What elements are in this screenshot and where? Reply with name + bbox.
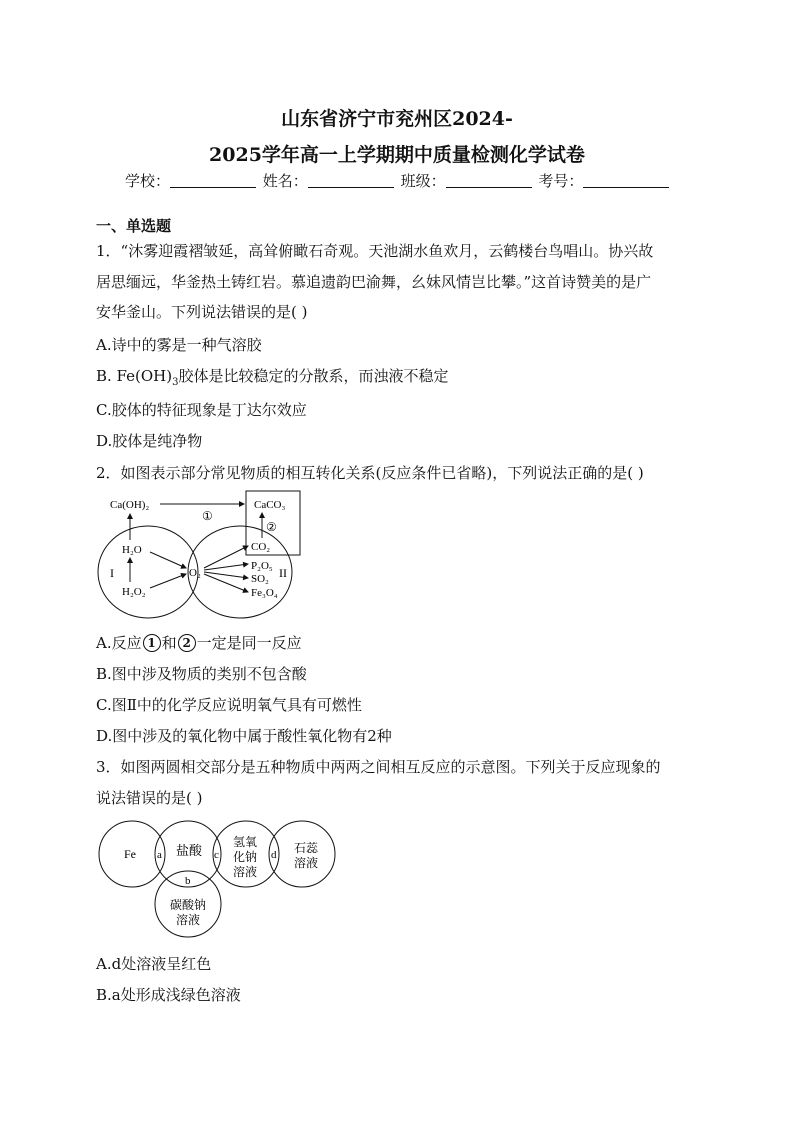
h2o-label: H₂O (122, 544, 142, 556)
q2-option-c: C.图Ⅱ中的化学反应说明氧气具有可燃性 (96, 696, 362, 714)
q1-option-c: C.胶体的特征现象是丁达尔效应 (96, 401, 307, 419)
q3-option-b: B.a处形成浅绿色溶液 (96, 986, 241, 1004)
q1-option-a: A.诗中的雾是一种气溶胶 (96, 336, 262, 354)
caco3-label: CaCO₃ (254, 499, 286, 511)
q1-stem-line3: 安华釜山。下列说法错误的是( ) (96, 303, 308, 321)
point-a-label: a (157, 849, 162, 861)
fe-label: Fe (124, 847, 136, 861)
page-title-line1: 山东省济宁市兖州区2024- (281, 108, 513, 130)
region-2-label: II (279, 566, 287, 580)
class-label: 班级： (400, 172, 446, 190)
name-label: 姓名： (262, 172, 308, 190)
o2-label: O₂ (189, 567, 201, 579)
naoh-label-2: 化钠 (233, 850, 258, 864)
q3-stem-line1: 3．如图两圆相交部分是五种物质中两两之间相互反应的示意图。下列关于反应现象的 (96, 758, 661, 776)
reaction-2-mark: ② (266, 520, 277, 534)
q1-option-b-subscript: 3 (172, 377, 179, 388)
q2-option-d: D.图中涉及的氧化物中属于酸性氧化物有2种 (96, 727, 392, 745)
q1-stem-line1: 1．“沐雾迎霞褶皱延，高耸俯瞰石奇观。天池湖水鱼欢月，云鹤楼台鸟唱山。协兴故 (96, 242, 654, 260)
q2-transformation-diagram (94, 488, 310, 620)
caoh2-label: Ca(OH)₂ (110, 499, 150, 511)
hcl-label: 盐酸 (176, 843, 203, 858)
q3-option-a: A.d处溶液呈红色 (96, 955, 212, 973)
school-label: 学校： (125, 172, 171, 190)
q2-option-a-circle1: 1 (143, 634, 161, 652)
naoh-label-1: 氢氧 (233, 835, 258, 849)
q1-stem-line2: 居思缅远，华釜热土铸红岩。慕追遗韵巴渝舞，幺妹风情岂比攀。”这首诗赞美的是广 (96, 273, 652, 291)
q2-option-a (96, 632, 302, 653)
p2o5-label: P₂O₅ (251, 560, 273, 572)
co2-label: CO₂ (251, 541, 271, 553)
point-b-label: b (185, 875, 191, 887)
point-c-label: c (214, 849, 219, 861)
region-two-circle (188, 526, 292, 618)
school-blank (170, 173, 256, 188)
so2-label: SO₂ (251, 573, 269, 585)
section-heading: 一、单选题 (96, 217, 172, 235)
region-1-label: I (110, 566, 114, 580)
point-d-label: d (271, 849, 277, 861)
student-info-row (125, 170, 671, 191)
exam-number-blank (583, 173, 669, 188)
exam-number-label: 考号： (538, 172, 584, 190)
reaction-1-mark: ① (202, 509, 213, 523)
litmus-label-2: 溶液 (294, 856, 319, 870)
q2-option-a-text2: 和 (161, 634, 177, 652)
fe3o4-label: Fe₃O₄ (251, 587, 278, 599)
class-blank (446, 173, 532, 188)
q1-option-b-text: 胶体是比较稳定的分散系，而浊液不稳定 (178, 367, 449, 385)
h2o2-label: H₂O₂ (122, 586, 146, 598)
q2-stem: 2．如图表示部分常见物质的相互转化关系(反应条件已省略)，下列说法正确的是( ) (96, 464, 644, 482)
q1-option-d: D.胶体是纯净物 (96, 432, 203, 450)
na2co3-label-2: 溶液 (176, 913, 201, 927)
q3-stem-line2: 说法错误的是( ) (96, 789, 203, 807)
q2-option-a-circle2: 2 (178, 634, 196, 652)
page-title-line2: 2025学年高一上学期期中质量检测化学试卷 (209, 144, 585, 166)
q1-option-b-formula: B. Fe(OH) (96, 367, 173, 385)
naoh-label-3: 溶液 (233, 865, 258, 879)
q2-option-b: B.图中涉及物质的类别不包含酸 (96, 665, 307, 683)
name-blank (308, 173, 394, 188)
litmus-label-1: 石蕊 (294, 841, 319, 855)
q3-reaction-circles-diagram (96, 816, 340, 942)
q2-option-a-text3: 一定是同一反应 (196, 634, 302, 652)
q2-option-a-text1: A.反应 (96, 634, 142, 652)
q1-option-b (96, 365, 449, 388)
na2co3-label-1: 碳酸钠 (170, 898, 207, 912)
